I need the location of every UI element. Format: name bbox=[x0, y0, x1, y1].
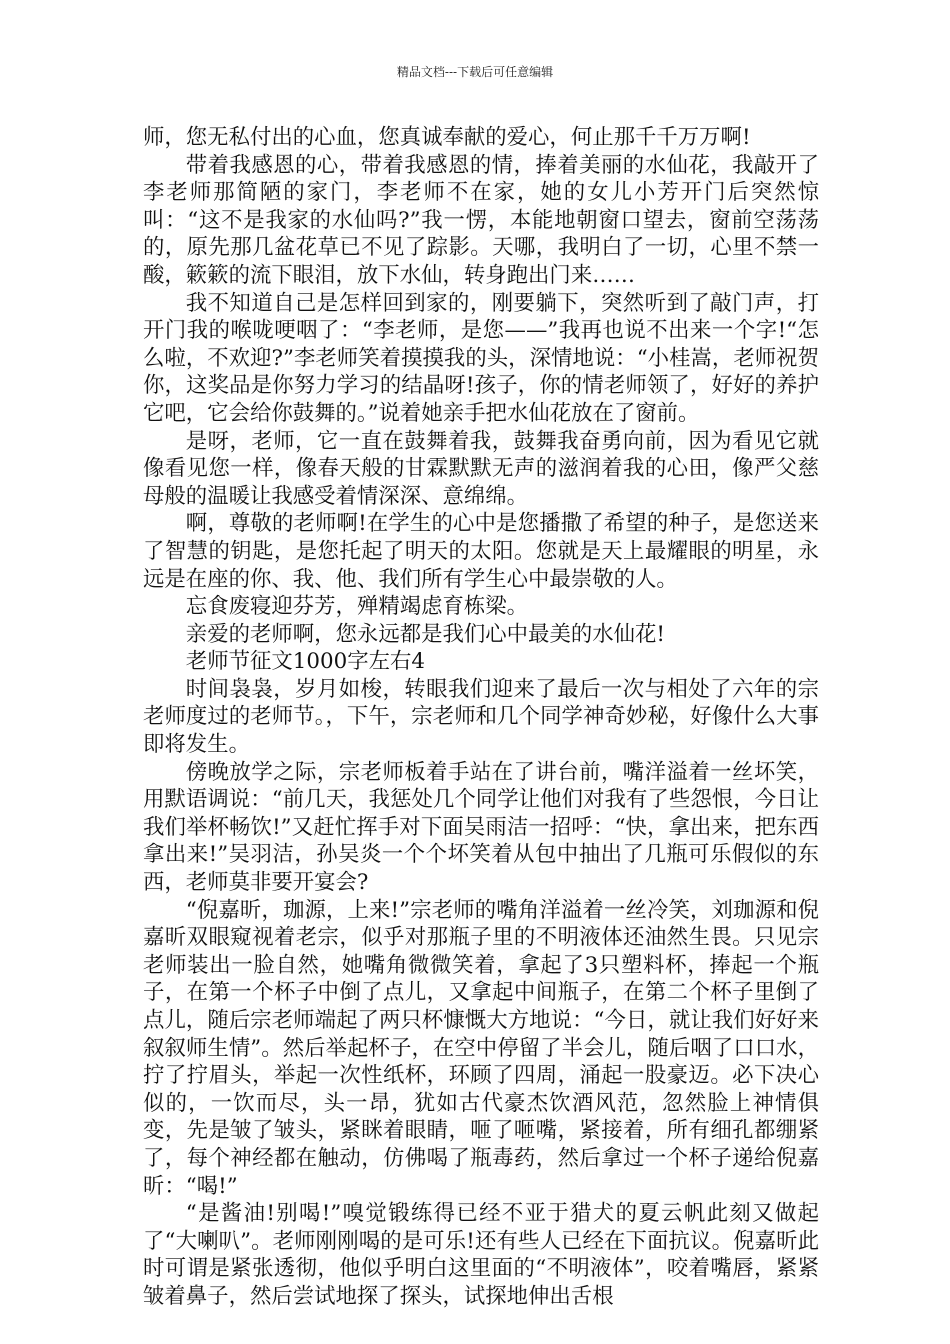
paragraph: 傍晚放学之际，宗老师板着手站在了讲台前，嘴洋溢着一丝坏笑，用默语调说：“前几天，我惩处几个同学让他们对我有了些怨恨，今日让我们举杯畅饮!”又赶忙挥手对下面吴雨洁一招呼：“快，拿出来，把东西拿出来!”吴羽洁，孙吴炎一个个坏笑着从包中抽出了几瓶可乐假似的东西，老师莫非要开宴会? bbox=[143, 759, 819, 896]
paragraph: “是酱油!别喝!”嗅觉锻练得已经不亚于猎犬的夏云帆此刻又做起了“大喇叭”。老师刚刚喝的是可乐!还有些人已经在下面抗议。倪嘉昕此时可谓是紧张透彻，他似乎明白这里面的“不明液体”，咬着嘴唇，紧紧皱着鼻子，然后尝试地探了探头，试探地伸出舌根 bbox=[143, 1201, 819, 1309]
paragraph: 啊，尊敬的老师啊!在学生的心中是您播撒了希望的种子，是您送来了智慧的钥匙，是您托起了明天的太阳。您就是天上最耀眼的明星，永远是在座的你、我、他、我们所有学生心中最崇敬的人。 bbox=[143, 511, 819, 592]
document-body bbox=[143, 124, 819, 1311]
paragraph: 我不知道自己是怎样回到家的，刚要躺下，突然听到了敲门声，打开门我的喉咙哽咽了：“李老师，是您——”我再也说不出来一个字!“怎么啦，不欢迎?”李老师笑着摸摸我的头，深情地说：“小桂嵩，老师祝贺你，这奖品是你努力学习的结晶呀!孩子，你的情老师领了，好好的养护它吧，它会给你鼓舞的。”说着她亲手把水仙花放在了窗前。 bbox=[143, 290, 819, 426]
section-heading: 老师节征文1000字左右4 bbox=[185, 649, 425, 675]
paragraph: 亲爱的老师啊，您永远都是我们心中最美的水仙花! bbox=[185, 621, 665, 647]
page-header: 精品文档---下载后可任意编辑 bbox=[396, 65, 554, 79]
paragraph: 带着我感恩的心，带着我感恩的情，捧着美丽的水仙花，我敲开了李老师那简陋的家门，李老师不在家，她的女儿小芳开门后突然惊叫：“这不是我家的水仙吗?”我一愣，本能地朝窗口望去，窗前空荡荡的，原先那几盆花草已不见了踪影。天哪，我明白了一切，心里不禁一酸，簌簌的流下眼泪，放下水仙，转身跑出门来…… bbox=[143, 152, 819, 288]
paragraph: 是呀，老师，它一直在鼓舞着我，鼓舞我奋勇向前，因为看见它就像看见您一样，像春天般的甘霖默默无声的滋润着我的心田，像严父慈母般的温暖让我感受着情深深、意绵绵。 bbox=[143, 428, 819, 509]
paragraph: 师，您无私付出的心血，您真诚奉献的爱心，何止那千千万万啊! bbox=[143, 125, 751, 150]
paragraph: 时间袅袅，岁月如梭，转眼我们迎来了最后一次与相处了六年的宗老师度过的老师节。，下午，宗老师和几个同学神奇妙秘，好像什么大事即将发生。 bbox=[143, 676, 819, 758]
paragraph: 忘食废寝迎芬芳，殚精竭虑育栋梁。 bbox=[185, 594, 529, 620]
paragraph: “倪嘉昕，珈源，上来!”宗老师的嘴角洋溢着一丝冷笑，刘珈源和倪嘉昕双眼窥视着老宗，似乎对那瓶子里的不明液体还油然生畏。只见宗老师装出一脸自然，她嘴角微微笑着，拿起了3只塑料杯，捧起一个瓶子，在第一个杯子中倒了点儿，又拿起中间瓶子，在第二个杯子里倒了点儿，随后宗老师端起了两只杯慷慨大方地说：“今日，就让我们好好来叙叙师生情”。然后举起杯子，在空中停留了半会儿，随后咽了口口水，拧了拧眉头，举起一次性纸杯，环顾了四周，涌起一股豪迈。必下决心似的，一饮而尽，头一昂，犹如古代豪杰饮酒风范，忽然脸上神情俱变，先是皱了皱头，紧眯着眼睛，咂了咂嘴，紧接着，所有细孔都绷紧了，每个神经都在触动，仿佛喝了瓶毒药，然后拿过一个杯子递给倪嘉昕：“喝!” bbox=[143, 897, 819, 1199]
